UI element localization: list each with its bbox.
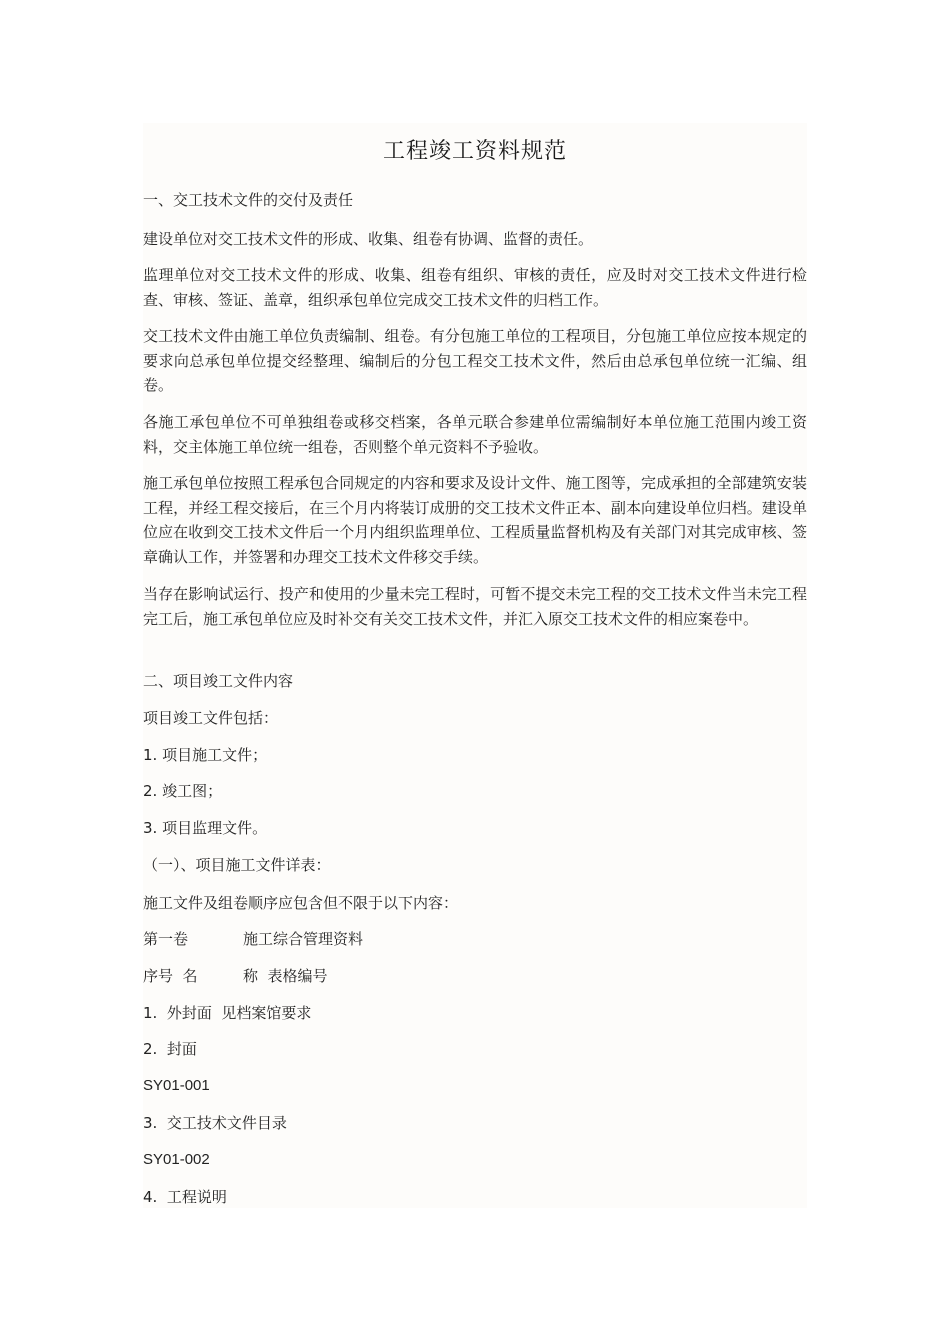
list-item-3: 3. 项目监理文件。 bbox=[143, 819, 268, 837]
table-item-code-1: SY01-001 bbox=[143, 1077, 210, 1094]
section2-heading: 二、项目竣工文件内容 bbox=[143, 672, 294, 690]
table-item-code-2: SY01-002 bbox=[143, 1151, 210, 1168]
section1-paragraph-2: 监理单位对交工技术文件的形成、收集、组卷有组织、审核的责任，应及时对交工技术文件进行检查、审核、签证、盖章，组织承包单位完成交工技术文件的归档工作。 bbox=[143, 266, 807, 309]
volume-row bbox=[143, 929, 807, 949]
table-header-col2: 称 表格编号 bbox=[243, 967, 328, 985]
section2-intro: 项目竣工文件包括： bbox=[143, 709, 279, 727]
table-header-col1: 序号 名 bbox=[143, 967, 198, 985]
table-item-4: 4. 工程说明 bbox=[143, 1188, 227, 1206]
section1-paragraph-5: 施工承包单位按照工程承包合同规定的内容和要求及设计文件、施工图等，完成承担的全部建筑安装工程，并经工程交接后，在三个月内将装订成册的交工技术文件正本、副本向建设单位归档。建设单位应在收到交工技术文件后一个月内组织监理单位、工程质量监督机构及有关部门对其完成审核、签章确认工作，并签署和办理交工技术文件移交手续。 bbox=[143, 474, 807, 566]
subsection-intro: 施工文件及组卷顺序应包含但不限于以下内容： bbox=[143, 894, 459, 912]
table-item-2: 2. 封面 bbox=[143, 1040, 197, 1058]
section1-paragraph-3: 交工技术文件由施工单位负责编制、组卷。有分包施工单位的工程项目，分包施工单位应按本规定的要求向总承包单位提交经整理、编制后的分包工程交工技术文件，然后由总承包单位统一汇编、组卷。 bbox=[143, 327, 807, 394]
document-page bbox=[143, 123, 807, 1208]
volume-name: 施工综合管理资料 bbox=[243, 930, 364, 948]
list-item-1: 1. 项目施工文件； bbox=[143, 746, 268, 764]
table-item-1: 1. 外封面 见档案馆要求 bbox=[143, 1004, 312, 1022]
section1-paragraph-1: 建设单位对交工技术文件的形成、收集、组卷有协调、监督的责任。 bbox=[143, 230, 594, 248]
list-item-2: 2. 竣工图； bbox=[143, 782, 223, 800]
volume-label: 第一卷 bbox=[143, 930, 189, 948]
document-title: 工程竣工资料规范 bbox=[382, 139, 567, 164]
subsection-heading: （一）、项目施工文件详表： bbox=[143, 856, 331, 874]
section1-paragraph-4: 各施工承包单位不可单独组卷或移交档案，各单元联合参建单位需编制好本单位施工范围内竣工资料，交主体施工单位统一组卷，否则整个单元资料不予验收。 bbox=[143, 413, 807, 456]
section1-heading: 一、交工技术文件的交付及责任 bbox=[143, 191, 354, 209]
table-header-row bbox=[143, 966, 807, 986]
section1-paragraph-6: 当存在影响试运行、投产和使用的少量未完工程时，可暂不提交未完工程的交工技术文件当未完工程完工后，施工承包单位应及时补交有关交工技术文件，并汇入原交工技术文件的相应案卷中。 bbox=[143, 585, 807, 628]
table-item-3: 3. 交工技术文件目录 bbox=[143, 1114, 287, 1132]
